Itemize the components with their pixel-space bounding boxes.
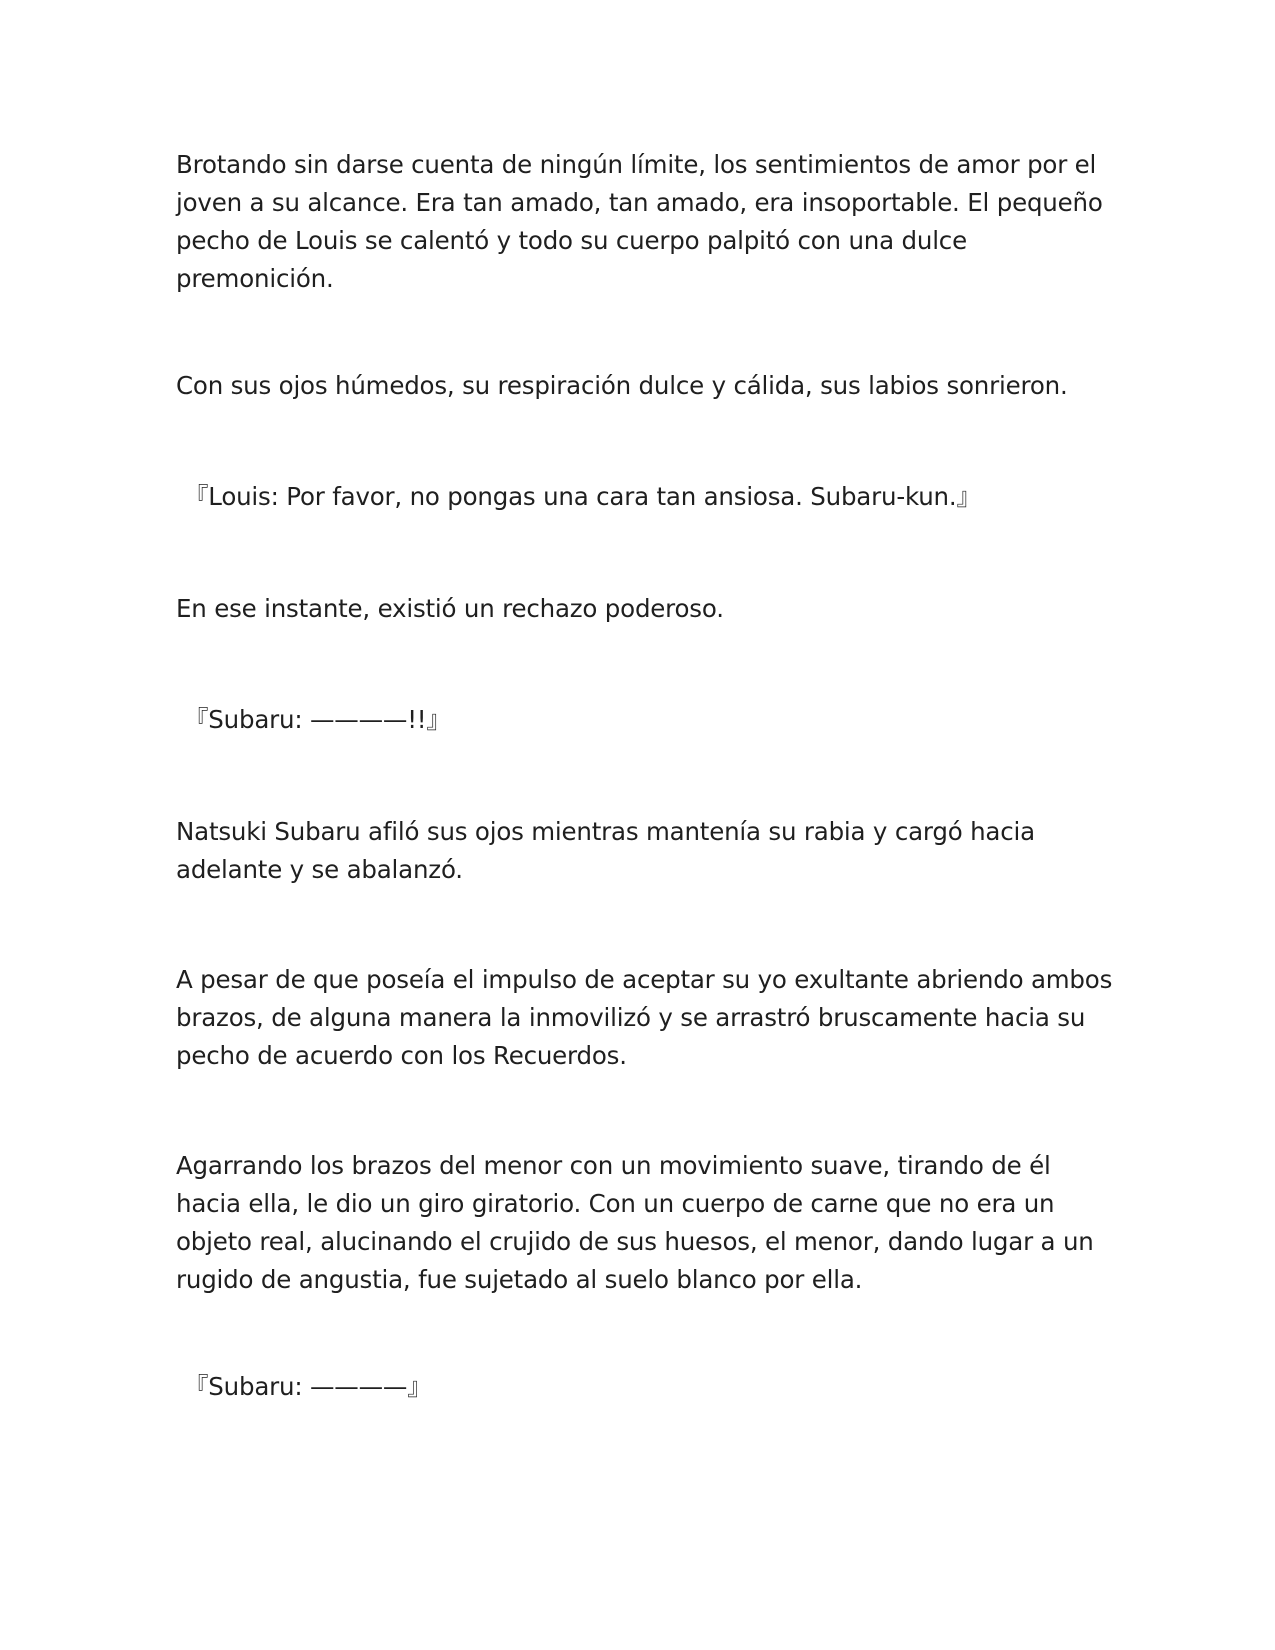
paragraph-line: En ese instante, existió un rechazo poderoso. [176,594,724,623]
paragraph-line: joven a su alcance. Era tan amado, tan amado, era insoportable. El pequeño [176,188,1103,217]
paragraph-line: Con sus ojos húmedos, su respiración dulce y cálida, sus labios sonrieron. [176,371,1068,400]
paragraph [176,367,1096,405]
paragraph [176,590,1096,628]
paragraph-line: Natsuki Subaru afiló sus ojos mientras mantenía su rabia y cargó hacia [176,817,1035,846]
paragraph-line: pecho de Louis se calentó y todo su cuerpo palpitó con una dulce [176,226,967,255]
dialogue-line-subaru [184,701,1104,739]
paragraph [176,813,1096,889]
dialogue-line-subaru [184,1368,1104,1406]
paragraph-line: objeto real, alucinando el crujido de sus huesos, el menor, dando lugar a un [176,1227,1094,1256]
paragraph-line: 『Subaru: ————!!』 [184,705,451,734]
paragraph-line: Agarrando los brazos del menor con un movimiento suave, tirando de él [176,1151,1051,1180]
paragraph-line: brazos, de alguna manera la inmovilizó y se arrastró bruscamente hacia su [176,1003,1086,1032]
paragraph-line: hacia ella, le dio un giro giratorio. Con un cuerpo de carne que no era un [176,1189,1055,1218]
paragraph [176,146,1103,298]
paragraph-line: rugido de angustia, fue sujetado al suelo blanco por ella. [176,1265,863,1294]
paragraph-line: adelante y se abalanzó. [176,855,463,884]
paragraph [176,1147,1096,1299]
dialogue-line-louis [184,478,1104,516]
paragraph [176,961,1113,1075]
paragraph-line: pecho de acuerdo con los Recuerdos. [176,1041,627,1070]
paragraph-line: premonición. [176,264,334,293]
paragraph-line: 『Subaru: ————』 [184,1372,432,1401]
paragraph-line: A pesar de que poseía el impulso de aceptar su yo exultante abriendo ambos [176,965,1113,994]
paragraph-line: 『Louis: Por favor, no pongas una cara tan ansiosa. Subaru-kun.』 [184,482,981,511]
paragraph-line: Brotando sin darse cuenta de ningún límite, los sentimientos de amor por el [176,150,1097,179]
